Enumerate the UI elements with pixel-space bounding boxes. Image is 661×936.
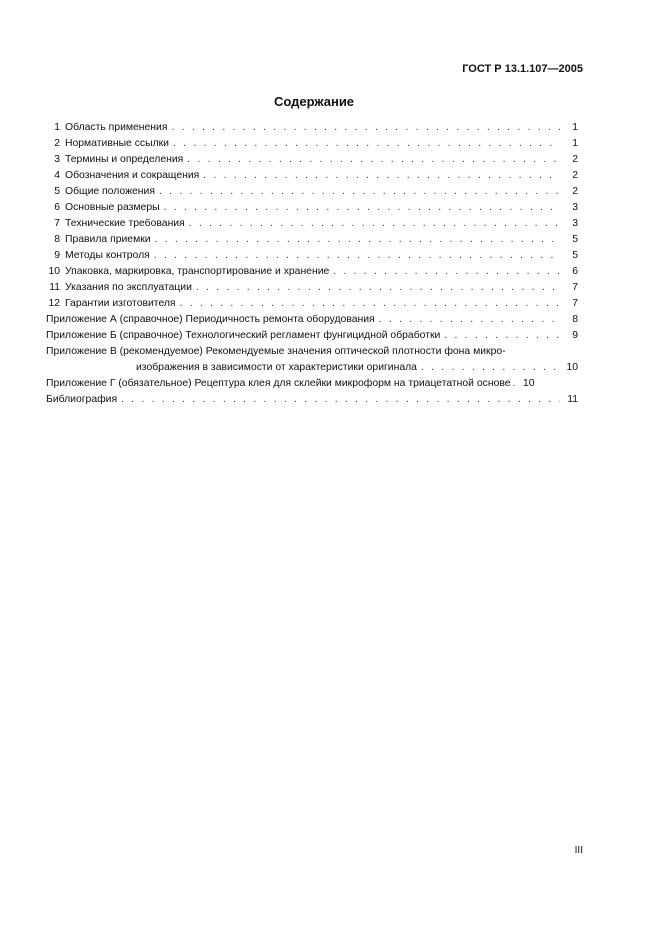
leader-dots xyxy=(189,216,560,232)
appendix-title: Приложение Г (обязательное) Рецептура клея для склейки микроформ на триацетатной основе xyxy=(46,378,511,389)
toc-appendix-b[interactable] xyxy=(46,328,578,344)
page-ref: 10 xyxy=(566,362,578,373)
page-ref: 11 xyxy=(567,394,578,405)
page-ref: 7 xyxy=(572,282,578,293)
leader-dots xyxy=(121,392,560,408)
section-title: Нормативные ссылки xyxy=(65,138,169,149)
document-id: ГОСТ Р 13.1.107—2005 xyxy=(462,63,583,75)
page-ref: 8 xyxy=(572,314,578,325)
page-ref: 2 xyxy=(572,154,578,165)
leader-dots xyxy=(159,184,560,200)
toc-entry[interactable] xyxy=(46,248,578,264)
toc-appendix-v[interactable] xyxy=(46,344,578,360)
page-ref: 2 xyxy=(572,186,578,197)
leader-dots xyxy=(154,248,560,264)
leader-dots xyxy=(444,328,560,344)
section-number: 6 xyxy=(54,202,60,213)
page-ref: 10 xyxy=(522,378,535,389)
section-title: Технические требования xyxy=(65,218,185,229)
section-title: Правила приемки xyxy=(65,234,151,245)
toc-entry[interactable] xyxy=(46,232,578,248)
toc-entry[interactable] xyxy=(46,280,578,296)
page-ref: 1 xyxy=(572,138,578,149)
toc-entry[interactable] xyxy=(46,168,578,184)
leader-dots xyxy=(196,280,560,296)
leader-dots xyxy=(180,296,560,312)
page-ref: 9 xyxy=(572,330,578,341)
leader-dots xyxy=(171,120,560,136)
section-title: Основные размеры xyxy=(65,202,160,213)
toc-bibliography[interactable] xyxy=(46,392,578,408)
appendix-title: Приложение В (рекомендуемое) Рекомендуемые значения оптической плотности фона микро- xyxy=(46,346,506,357)
section-title: Гарантии изготовителя xyxy=(65,298,176,309)
section-title: Методы контроля xyxy=(65,250,150,261)
leader-dots xyxy=(164,200,560,216)
toc-entry[interactable] xyxy=(46,296,578,312)
toc-appendix-g[interactable] xyxy=(46,376,578,392)
toc-entry[interactable] xyxy=(46,120,578,136)
page-ref: 3 xyxy=(572,202,578,213)
section-title: Упаковка, маркировка, транспортирование и хранение xyxy=(65,266,330,277)
section-number: 11 xyxy=(49,282,60,293)
table-of-contents xyxy=(46,120,578,408)
page-ref: 7 xyxy=(572,298,578,309)
section-title: Термины и определения xyxy=(65,154,184,165)
section-number: 5 xyxy=(54,186,60,197)
toc-entry[interactable] xyxy=(46,136,578,152)
leader-dots xyxy=(173,136,560,152)
appendix-title-continuation: изображения в зависимости от характеристики оригинала xyxy=(136,362,417,373)
section-number: 2 xyxy=(54,138,60,149)
section-number: 12 xyxy=(48,298,60,309)
toc-appendix-a[interactable] xyxy=(46,312,578,328)
appendix-title: Приложение А (справочное) Периодичность ремонта оборудования xyxy=(46,314,375,325)
section-title: Общие положения xyxy=(65,186,155,197)
toc-appendix-v-continuation[interactable] xyxy=(46,360,578,376)
page-ref: 2 xyxy=(572,170,578,181)
leader-dots xyxy=(203,168,560,184)
page-ref: 5 xyxy=(572,234,578,245)
toc-entry[interactable] xyxy=(46,200,578,216)
section-title: Обозначения и сокращения xyxy=(65,170,200,181)
toc-entry[interactable] xyxy=(46,216,578,232)
section-number: 3 xyxy=(54,154,60,165)
toc-title: Содержание xyxy=(273,94,355,109)
page-ref: 3 xyxy=(572,218,578,229)
page-ref: 5 xyxy=(572,250,578,261)
section-number: 9 xyxy=(54,250,60,261)
page-ref: 1 xyxy=(572,122,578,133)
section-number: 4 xyxy=(54,170,60,181)
toc-entry[interactable] xyxy=(46,184,578,200)
leader-dots xyxy=(513,376,519,392)
section-title: Область применения xyxy=(65,122,168,133)
leader-dots xyxy=(333,264,560,280)
toc-entry[interactable] xyxy=(46,152,578,168)
section-number: 10 xyxy=(48,266,60,277)
section-title: Указания по эксплуатации xyxy=(65,282,192,293)
page-ref: 6 xyxy=(572,266,578,277)
leader-dots xyxy=(421,360,560,376)
bibliography-title: Библиография xyxy=(46,394,118,405)
leader-dots xyxy=(155,232,560,248)
section-number: 7 xyxy=(54,218,60,229)
page-number: III xyxy=(574,845,583,856)
toc-entry[interactable] xyxy=(46,264,578,280)
section-number: 1 xyxy=(54,122,60,133)
appendix-title: Приложение Б (справочное) Технологический регламент фунгицидной обработки xyxy=(46,330,441,341)
leader-dots xyxy=(379,312,560,328)
leader-dots xyxy=(187,152,560,168)
section-number: 8 xyxy=(54,234,60,245)
